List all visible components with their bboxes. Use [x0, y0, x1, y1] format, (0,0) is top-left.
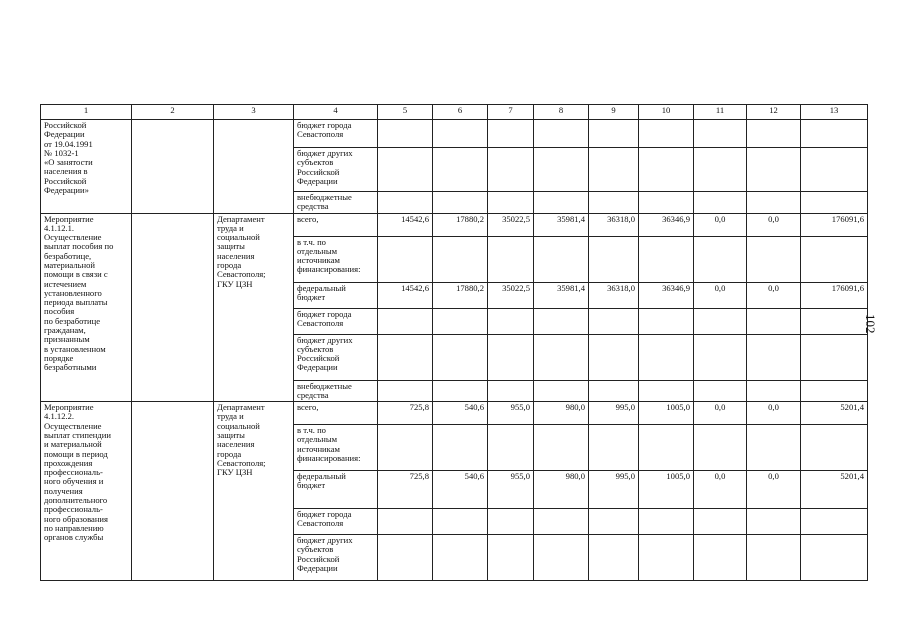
funding-source: федеральный бюджет [294, 471, 378, 509]
value-cell: 35022,5 [488, 282, 534, 308]
value-cell [747, 509, 801, 535]
value-cell [488, 236, 534, 282]
value-cell [801, 509, 868, 535]
value-cell [378, 334, 433, 380]
value-cell [694, 308, 747, 334]
value-cell [589, 535, 639, 581]
value-cell [639, 308, 694, 334]
value-cell [534, 535, 589, 581]
value-cell [378, 535, 433, 581]
value-cell [639, 236, 694, 282]
executor-cell: Департамент труда и социальной защиты населения города Севастополя; ГКУ ЦЗН [214, 402, 294, 581]
value-cell: 955,0 [488, 402, 534, 425]
value-cell [694, 120, 747, 148]
value-cell [534, 380, 589, 402]
value-cell: 0,0 [747, 402, 801, 425]
value-cell: 176091,6 [801, 213, 868, 236]
column-number-6: 6 [433, 105, 488, 120]
value-cell [639, 509, 694, 535]
value-cell [433, 120, 488, 148]
funding-source: в т.ч. по отдельным источникам финансирования: [294, 425, 378, 471]
column-number-9: 9 [589, 105, 639, 120]
value-cell [589, 334, 639, 380]
value-cell [534, 334, 589, 380]
value-cell [488, 120, 534, 148]
table-row [41, 213, 868, 236]
value-cell: 35022,5 [488, 213, 534, 236]
value-cell: 980,0 [534, 402, 589, 425]
value-cell: 725,8 [378, 471, 433, 509]
value-cell [801, 535, 868, 581]
value-cell: 35981,4 [534, 213, 589, 236]
value-cell [694, 236, 747, 282]
value-cell: 14542,6 [378, 282, 433, 308]
executor-cell [214, 120, 294, 214]
value-cell [433, 192, 488, 214]
value-cell [589, 509, 639, 535]
column-number-4: 4 [294, 105, 378, 120]
value-cell: 995,0 [589, 471, 639, 509]
value-cell [488, 192, 534, 214]
value-cell [378, 120, 433, 148]
value-cell [488, 308, 534, 334]
value-cell: 0,0 [747, 471, 801, 509]
value-cell [801, 120, 868, 148]
value-cell [801, 148, 868, 192]
value-cell [589, 308, 639, 334]
value-cell [639, 380, 694, 402]
value-cell [488, 148, 534, 192]
value-cell [639, 148, 694, 192]
funding-source: бюджет города Севастополя [294, 308, 378, 334]
measure-description: Мероприятие 4.1.12.2. Осуществление выплат стипендии и материальной помощи в период прохождения профессиональ- ного обучения и получения дополнительного профессиональ- ного образования по направлению органов службы [41, 402, 132, 581]
value-cell [589, 425, 639, 471]
funding-source: бюджет других субъектов Российской Федерации [294, 148, 378, 192]
funding-source: бюджет города Севастополя [294, 120, 378, 148]
value-cell [589, 236, 639, 282]
value-cell [801, 192, 868, 214]
value-cell: 0,0 [747, 213, 801, 236]
column-number-2: 2 [132, 105, 214, 120]
funding-source: всего, [294, 213, 378, 236]
value-cell [378, 236, 433, 282]
executor-cell: Департамент труда и социальной защиты населения города Севастополя; ГКУ ЦЗН [214, 213, 294, 402]
value-cell: 1005,0 [639, 402, 694, 425]
value-cell [378, 380, 433, 402]
budget-table [40, 104, 868, 581]
value-cell [534, 425, 589, 471]
value-cell: 0,0 [747, 282, 801, 308]
value-cell [378, 148, 433, 192]
column-number-11: 11 [694, 105, 747, 120]
value-cell [801, 308, 868, 334]
value-cell: 17880,2 [433, 282, 488, 308]
funding-source: бюджет других субъектов Российской Федерации [294, 535, 378, 581]
table-row [41, 402, 868, 425]
column-number-10: 10 [639, 105, 694, 120]
value-cell: 5201,4 [801, 402, 868, 425]
value-cell [534, 236, 589, 282]
value-cell: 5201,4 [801, 471, 868, 509]
value-cell [433, 148, 488, 192]
value-cell: 0,0 [694, 471, 747, 509]
column-number-8: 8 [534, 105, 589, 120]
value-cell [801, 380, 868, 402]
value-cell: 0,0 [694, 402, 747, 425]
value-cell [639, 120, 694, 148]
value-cell [433, 308, 488, 334]
value-cell [433, 334, 488, 380]
value-cell [378, 192, 433, 214]
value-cell: 176091,6 [801, 282, 868, 308]
value-cell [747, 192, 801, 214]
value-cell [801, 425, 868, 471]
funding-source: в т.ч. по отдельным источникам финансирования: [294, 236, 378, 282]
responsible-cell [132, 402, 214, 581]
value-cell [694, 535, 747, 581]
value-cell [639, 192, 694, 214]
value-cell [433, 380, 488, 402]
value-cell [747, 535, 801, 581]
value-cell [433, 236, 488, 282]
value-cell [694, 192, 747, 214]
value-cell: 36318,0 [589, 282, 639, 308]
value-cell [694, 334, 747, 380]
column-number-header [41, 105, 868, 120]
value-cell [747, 334, 801, 380]
value-cell [747, 148, 801, 192]
value-cell: 14542,6 [378, 213, 433, 236]
value-cell: 36318,0 [589, 213, 639, 236]
column-number-5: 5 [378, 105, 433, 120]
value-cell [534, 192, 589, 214]
value-cell [488, 509, 534, 535]
column-number-7: 7 [488, 105, 534, 120]
value-cell [801, 334, 868, 380]
value-cell: 36346,9 [639, 213, 694, 236]
table-body [41, 105, 868, 581]
value-cell [589, 192, 639, 214]
column-number-3: 3 [214, 105, 294, 120]
value-cell [589, 380, 639, 402]
measure-description: Российской Федерации от 19.04.1991 № 1032-1 «О занятости населения в Российской Федерации» [41, 120, 132, 214]
value-cell: 540,6 [433, 471, 488, 509]
value-cell: 725,8 [378, 402, 433, 425]
funding-source: всего, [294, 402, 378, 425]
table-row [41, 120, 868, 148]
value-cell [747, 425, 801, 471]
value-cell [534, 148, 589, 192]
value-cell [433, 425, 488, 471]
funding-source: внебюджетные средства [294, 380, 378, 402]
column-number-13: 13 [801, 105, 868, 120]
value-cell [488, 334, 534, 380]
value-cell [694, 380, 747, 402]
value-cell: 540,6 [433, 402, 488, 425]
value-cell [488, 425, 534, 471]
value-cell [534, 509, 589, 535]
responsible-cell [132, 213, 214, 402]
value-cell [639, 425, 694, 471]
value-cell [378, 425, 433, 471]
value-cell [747, 236, 801, 282]
value-cell [694, 509, 747, 535]
value-cell [488, 535, 534, 581]
value-cell: 0,0 [694, 282, 747, 308]
funding-source: внебюджетные средства [294, 192, 378, 214]
value-cell: 995,0 [589, 402, 639, 425]
value-cell [747, 120, 801, 148]
value-cell [694, 425, 747, 471]
value-cell [534, 120, 589, 148]
funding-source: бюджет других субъектов Российской Федерации [294, 334, 378, 380]
value-cell [433, 535, 488, 581]
value-cell [639, 334, 694, 380]
value-cell: 1005,0 [639, 471, 694, 509]
value-cell [488, 380, 534, 402]
value-cell [801, 236, 868, 282]
value-cell: 17880,2 [433, 213, 488, 236]
page-number: 102 [863, 314, 878, 334]
value-cell: 36346,9 [639, 282, 694, 308]
value-cell [534, 308, 589, 334]
value-cell [589, 148, 639, 192]
value-cell [378, 509, 433, 535]
funding-source: бюджет города Севастополя [294, 509, 378, 535]
value-cell: 0,0 [694, 213, 747, 236]
value-cell [747, 380, 801, 402]
column-number-1: 1 [41, 105, 132, 120]
value-cell [378, 308, 433, 334]
value-cell [747, 308, 801, 334]
value-cell: 35981,4 [534, 282, 589, 308]
value-cell [589, 120, 639, 148]
value-cell: 955,0 [488, 471, 534, 509]
value-cell [639, 535, 694, 581]
responsible-cell [132, 120, 214, 214]
funding-source: федеральный бюджет [294, 282, 378, 308]
value-cell [433, 509, 488, 535]
value-cell [694, 148, 747, 192]
value-cell: 980,0 [534, 471, 589, 509]
column-number-12: 12 [747, 105, 801, 120]
measure-description: Мероприятие 4.1.12.1. Осуществление выплат пособия по безработице, материальной помощи в связи с истечением установленного периода выплаты пособия по безработице гражданам, признанным в установленном порядке безработными [41, 213, 132, 402]
